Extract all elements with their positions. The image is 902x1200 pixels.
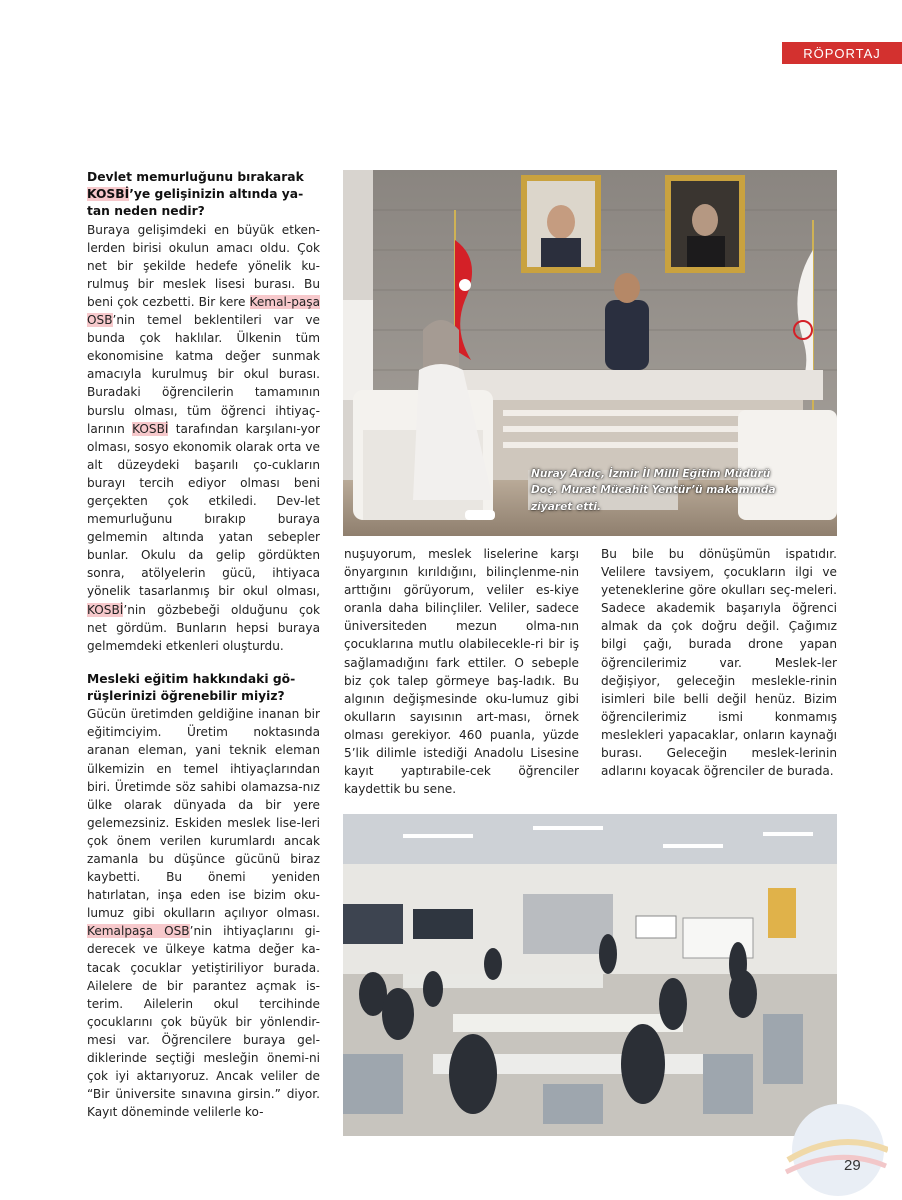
question-1-line-2: ’ye gelişinizin altında ya- [129,187,304,202]
answer-paragraph-2 [87,705,320,1121]
answer-1-text-d: ’nin gözbebeği olduğunu çok net gördüm. Bunların hepsi buraya gelmemdeki etkenleri oluşturdu. [87,602,320,653]
column-left [87,169,320,1121]
column-right-paragraph: Bu bile bu dönüşümün ispatıdır. Velilere tavsiyem, çocukların ilgi ve yeteneklerine göre okulları seç-meleri. Sadece akademik başarıyla öğrenci almak da çok doğru değil. Çağımız bilgi çağı, burada drone yapan öğrencilerimiz var. Meslek-ler değişiyor, geleceğin meslekle-rinin isimleri bile belli değil henüz. Bizim öğrencilerimiz ismi konmamış meslekleri yapacaklar, onların kaynağı burası. Geleceğin meslek-lerinin adlarını koyacak öğrenciler de burada. [601,547,837,779]
caption-line-1: Nuray Ardıç, İzmir İl Milli Eğitim Müdürü [531,468,771,480]
question-heading-2 [87,671,320,705]
column-middle-paragraph: nuşuyorum, meslek liselerine karşı önyargının kırıldığını, bilinçlenme-nin arttığını görüyorum, veliler es-kiye oranla daha bilinçliler. Veliler, sadece üniversiteden mezun olma-nın çocuklarına mutlu olabilecekle-ri bir iş sağlamadığını fark ettiler. O sebeple biz çok talep görmeye baş-ladık. Bu algının değişmesinde oku-lumuz gibi okulların sayısının art-ması, örnek olması gerekiyor. 460 puanla, yüzde 5’lik dilimle istediği Anadolu Lisesine kayıt yaptırabile-cek öğrenciler kaydettik bu sene. [344,547,579,797]
highlight-kemalpasa-osb: Kemalpaşa OSB [87,924,190,939]
highlight-kosbi: KOSBİ [87,602,124,617]
caption-line-3: ziyaret etti. [531,500,601,513]
column-right [601,545,837,780]
question-heading-1 [87,169,320,221]
page-number: 29 [844,1157,861,1174]
caption-line-2: Doç. Murat Mücahit Yentür’ü makamında [531,484,776,497]
workshop-classroom-photo [343,814,837,1136]
answer-1-text-a: Buraya gelişimdeki en büyük etken-lerden birisi okulun amacı oldu. Çok net bir şekilde hedefe yönelik ku-rulmuş bir meslek lisesi burası. Bu beni çok cezbetti. Bir kere [87,222,320,309]
question-2-line-1: Mesleki eğitim hakkındaki gö- [87,671,296,686]
question-1-line-3: tan neden nedir? [87,204,205,219]
photo-caption [531,466,811,515]
answer-2-text-a: Gücün üretimden geldiğine inanan bir eğitimciyim. Üretim noktasında aranan eleman, yani teknik eleman ülkemizin en temel ihtiyaçlarından biri. Üretimde söz sahibi olamazsa-nız ülke olarak dünyada da bir yere gelemezsiniz. Eskiden meslek lise-leri çok önem verilen kurumlardı ancak zamanla bu düşünce gücünü biraz kaybetti. Bu önemi yeniden hatırlatan, inşa eden ise bizim oku-lumuz gibi okulların açılıyor olması. [87,707,320,921]
highlight-kosbi: KOSBİ [132,421,169,436]
column-middle [344,545,579,798]
answer-paragraph-1 [87,221,320,655]
question-2-line-2: rüşlerinizi öğrenebilir miyiz? [87,689,285,704]
answer-1-text-c: tarafından karşılanı-yor olması, sosyo ekonomik olarak orta ve alt düzeydeki başarılı ço-cukların burayı tercih ediyor olması beni gerçekten çok etkiledi. Dev-let memurluğunu bırakıp buraya gelmemin altında yatan sebepler bunlar. Okulu da gelip gördükten sonra, atölyelerin gücü, ihtiyaca yönelik tasarlanmış bir okul olması, [87,421,320,599]
answer-2-text-b: ’nin ihtiyaçlarını gi-derecek ve ülkeye katma değer ka-tacak çocuklar yetiştiriliyor burada. Ailelere de bir parantez açmak is-terim. Ailelerin okul tercihinde çocuklarını çok büyük bir yönlendir-mesi var. Öğrencilere buraya gel-diklerinde seçtiği mesleğin önemi-ni çok iyi aktarıyoruz. Ancak veliler de “Bir üniversite sınavına girsin.” diyor. Kayıt döneminde velilerle ko- [87,924,320,1120]
section-label: RÖPORTAJ [782,42,902,64]
highlight-kemalpasa-osb: Kemal-paşa OSB [87,294,320,328]
question-1-line-1: Devlet memurluğunu bırakarak [87,170,304,184]
decorative-watermark [768,1090,888,1200]
highlight-kosbi: KOSBİ [87,187,130,202]
answer-1-text-b: ’nin temel beklentileri var ve bunda çok haklılar. Ülkenin tüm ekonomisine katma değer sunmak amacıyla kurulmuş bir okul burası. Buradaki öğrencilerin tamamının burslu olması, tüm öğrenci ihtiyaç-larının [87,313,320,436]
